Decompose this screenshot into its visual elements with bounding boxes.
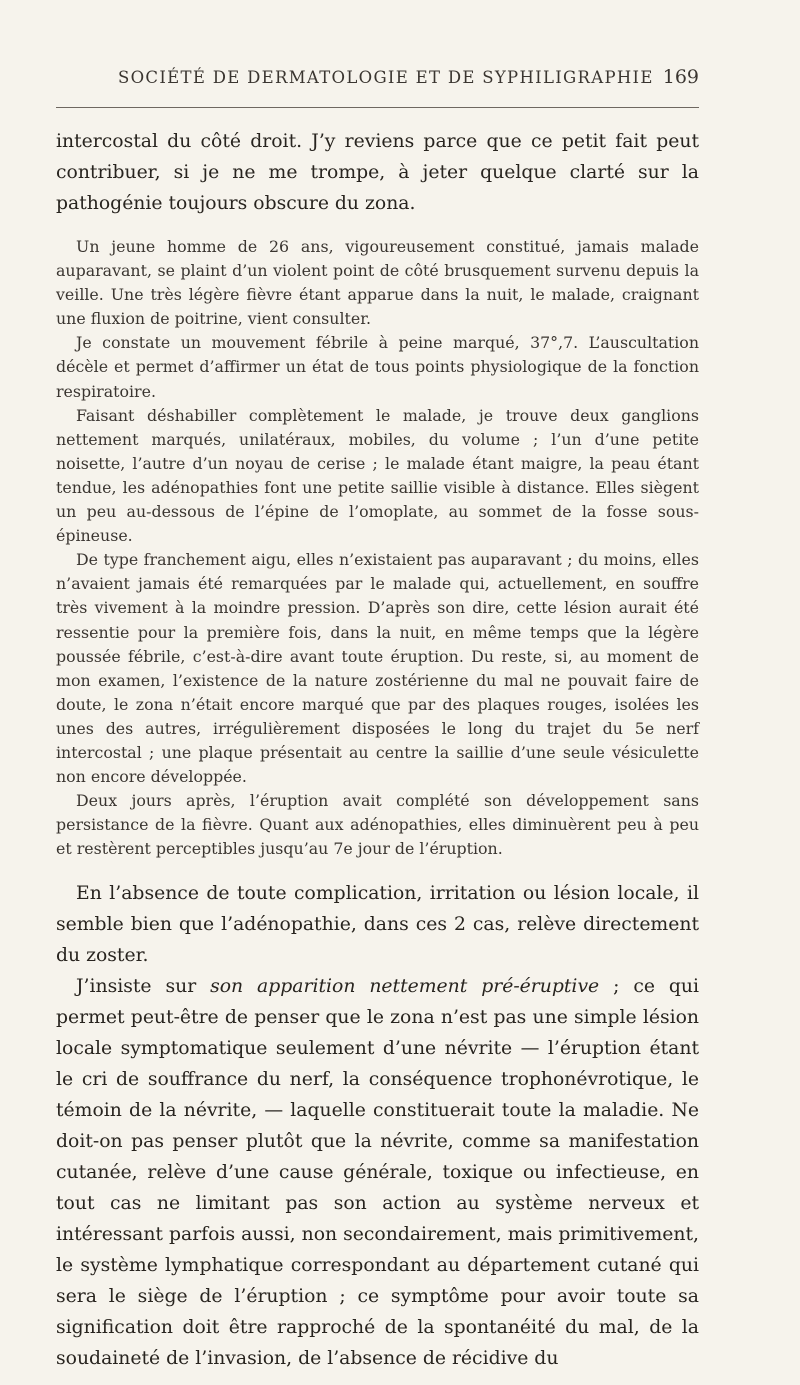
intro-paragraph: intercostal du côté droit. J’y reviens parce que ce petit fait peut contribuer, si je ne me trompe, à jeter quelque clarté sur la pathogénie toujours obscure du zona. (56, 131, 699, 214)
intro-block (56, 126, 699, 219)
case-report-block (56, 235, 699, 861)
page-number: 169 (662, 66, 699, 88)
header-rule (56, 107, 699, 108)
page-header (56, 68, 699, 96)
emphasized-phrase: son apparition nettement pré-éruptive (210, 976, 600, 997)
case-paragraph-2: Je constate un mouvement fébrile à peine marqué, 37°,7. L’auscultation décèle et permet d’affirmer un état de tous points physiologique de la fonction respiratoire. (56, 333, 699, 401)
conclusion-paragraph-1: En l’absence de toute complication, irritation ou lésion locale, il semble bien que l’adénopathie, dans ces 2 cas, relève directement du zoster. (56, 883, 699, 966)
conclusion-lead: J’insiste sur (76, 976, 211, 997)
case-paragraph-3: Faisant déshabiller complètement le malade, je trouve deux ganglions nettement marqués, unilatéraux, mobiles, du volume ; l’un d’une petite noisette, l’autre d’un noyau de cerise ; le malade étant maigre, la peau étant tendue, les adénopathies font une petite saillie visible à distance. Elles siègent un peu au-dessous de l’épine de l’omoplate, au sommet de la fosse sous-épineuse. (56, 405, 699, 546)
case-paragraph-5: Deux jours après, l’éruption avait complété son développement sans persistance de la fièvre. Quant aux adénopathies, elles diminuèrent peu à peu et restèrent perceptibles jusqu’au 7e jour de l’éruption. (56, 791, 699, 859)
case-paragraph-4: De type franchement aigu, elles n’existaient pas auparavant ; du moins, elles n’avaient jamais été remarquées par le malade qui, actuellement, en souffre très vivement à la moindre pression. D’après son dire, cette lésion aurait été ressentie pour la première fois, dans la nuit, en même temps que la légère poussée fébrile, c’est-à-dire avant toute éruption. Du reste, si, au moment de mon examen, l’existence de la nature zostérienne du mal ne pouvait faire de doute, le zona n’était encore marqué que par des plaques rouges, isolées les unes des autres, irrégulièrement disposées le long du trajet du 5e nerf intercostal ; une plaque présentait au centre la saillie d’une seule vésiculette non encore développée. (56, 550, 699, 787)
conclusion-paragraph-2 (56, 971, 699, 1374)
conclusion-block (56, 878, 699, 1374)
case-paragraph-1: Un jeune homme de 26 ans, vigoureusement constitué, jamais malade auparavant, se plaint d’un violent point de côté brusquement survenu depuis la veille. Une très légère fièvre étant apparue dans la nuit, le malade, craignant une fluxion de poitrine, vient consulter. (56, 237, 699, 329)
running-title: SOCIÉTÉ DE DERMATOLOGIE ET DE SYPHILIGRAPHIE (118, 68, 654, 87)
conclusion-body: ; ce qui permet peut-être de penser que le zona n’est pas une simple lésion locale symptomatique seulement d’une névrite — l’éruption étant le cri de souffrance du nerf, la conséquence trophonévrotique, le témoin de la névrite, — laquelle constituerait toute la maladie. Ne doit-on pas penser plutôt que la névrite, comme sa manifestation cutanée, relève d’une cause générale, toxique ou infectieuse, en tout cas ne limitant pas son action au système nerveux et intéressant parfois aussi, non secondairement, mais primitivement, le système lymphatique correspondant au département cutané qui sera le siège de l’éruption ; ce symptôme pour avoir toute sa signification doit être rapproché de la spontanéité du mal, de la soudaineté de l’invasion, de l’absence de récidive du (56, 976, 699, 1369)
